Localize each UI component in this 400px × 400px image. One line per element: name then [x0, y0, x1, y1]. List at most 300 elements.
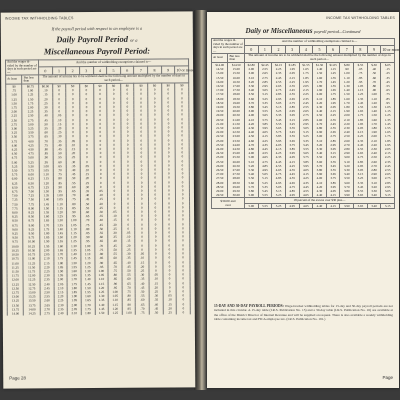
tax-cell: 0	[175, 125, 189, 129]
at-least-cell: 11.00	[7, 261, 23, 265]
tax-cell: 1.75	[381, 134, 395, 138]
tax-cell: 0	[93, 105, 107, 109]
tax-cell: .10	[80, 168, 94, 172]
tax-cell: 3.15	[326, 151, 340, 155]
tax-cell: 0	[148, 189, 162, 193]
right-page	[207, 12, 399, 388]
tax-cell: .50	[122, 269, 136, 273]
tax-cell: 3.30	[340, 168, 354, 172]
tax-cell: 3.35	[272, 113, 286, 117]
tax-cell: .40	[80, 193, 94, 197]
tax-cell: 2.75	[258, 76, 272, 80]
tax-cell: .65	[354, 67, 368, 71]
tax-cell: 1.75	[354, 113, 368, 117]
tax-cell: $0	[80, 83, 94, 88]
tax-cell: 3.10	[313, 139, 327, 143]
tax-cell: 1.50	[67, 261, 81, 265]
tax-cell: 2.40	[54, 311, 68, 315]
tax-cell: .30	[53, 135, 67, 139]
tax-cell: 0	[134, 92, 148, 96]
less-than-cell: 18.50	[228, 97, 244, 101]
over-row-cell: 5.25	[272, 203, 286, 208]
tax-cell: 3.65	[299, 151, 313, 155]
tax-cell: .30	[66, 160, 80, 164]
left-withholding-table	[5, 58, 195, 316]
tax-cell: 1.55	[40, 210, 54, 214]
tax-cell: 0	[134, 138, 148, 142]
tax-cell: .60	[94, 235, 108, 239]
tax-cell: 1.45	[381, 122, 395, 126]
tax-cell: 0	[176, 218, 190, 222]
tax-cell: 2.20	[340, 122, 354, 126]
tax-cell: 0	[162, 235, 176, 239]
tax-cell: 1.80	[313, 84, 327, 88]
tax-cell: .70	[39, 139, 53, 143]
tax-cell: 0	[80, 88, 94, 92]
tax-cell: 1.25	[53, 214, 67, 218]
tax-cell: 0	[163, 285, 177, 289]
tax-cell: .70	[367, 80, 381, 84]
right-exemption-col-0: 0	[244, 46, 258, 54]
tax-cell: 3.65	[258, 113, 272, 117]
tax-cell: .05	[80, 164, 94, 168]
left-exemption-col-0: 0	[39, 67, 53, 75]
tax-cell: 3.25	[272, 109, 286, 113]
tax-cell: 3.55	[272, 122, 286, 126]
tax-cell: 1.10	[39, 173, 53, 177]
tax-cell: 0	[134, 121, 148, 125]
tax-cell: 0	[135, 172, 149, 176]
tax-cell: 0	[121, 96, 135, 100]
tax-cell: 2.50	[340, 134, 354, 138]
tax-cell: 0	[148, 130, 162, 134]
tax-cell: 0	[148, 88, 162, 92]
tax-cell: 2.65	[40, 303, 54, 307]
tax-cell: 1.85	[354, 118, 368, 122]
tax-cell: 3.45	[299, 143, 313, 147]
tax-cell: 3.45	[258, 105, 272, 109]
tax-cell: 3.65	[354, 193, 368, 198]
tax-cell: 4.50	[244, 134, 258, 138]
tax-cell: 2.80	[367, 168, 381, 172]
tax-cell: .05	[66, 139, 80, 143]
tax-cell: 4.35	[299, 181, 313, 185]
tax-cell: 0	[176, 214, 190, 218]
tax-cell: 1.50	[53, 235, 67, 239]
tax-cell: .65	[381, 88, 395, 92]
tax-cell: 0	[80, 97, 94, 101]
tax-cell: 2.15	[54, 290, 68, 294]
right-footnote-body: Wage-bracket withholding tables for 15-day and 30-day payroll periods are not included in this circular. A 15-day table (I.R.S. Publication No. 15) and a 30-day table (I.R.S. Publication No. 16) are available at the office of the District Director of Internal Revenue and will be supplied on request. There is also available a weekly withholding table containing income tax and FICA employee tax. (I.R.S. Publication No. 191.)	[214, 304, 393, 321]
over-row-cell: 5.90	[244, 203, 258, 208]
at-least-cell: 17.50	[212, 92, 228, 96]
tax-cell: 5.45	[258, 189, 272, 193]
tax-cell: .15	[80, 172, 94, 176]
tax-cell: 1.80	[67, 286, 81, 290]
at-least-cell: 1.25	[6, 97, 22, 101]
tax-cell: 0	[177, 298, 191, 302]
less-than-cell: 1.75	[22, 101, 38, 105]
tax-cell: 1.15	[381, 109, 395, 113]
tax-cell: .40	[149, 302, 163, 306]
tax-cell: 0	[135, 222, 149, 226]
tax-cell: 1.85	[326, 97, 340, 101]
less-than-cell: 25.00	[228, 151, 244, 155]
tax-cell: 4.15	[272, 147, 286, 151]
tax-cell: 0	[121, 227, 135, 231]
tax-cell: 0	[163, 264, 177, 268]
tax-cell: .25	[149, 289, 163, 293]
tax-cell: 0	[176, 167, 190, 171]
at-least-cell: 4.50	[6, 152, 22, 156]
tax-cell: .35	[149, 298, 163, 302]
tax-cell: 5.30	[244, 168, 258, 172]
at-least-cell: 15.00	[212, 71, 228, 75]
tax-cell: 0	[176, 151, 190, 155]
right-exemption-col-10: 10 or more	[381, 46, 395, 54]
tax-cell: 0	[176, 235, 190, 239]
tax-cell: 4.45	[285, 172, 299, 176]
tax-cell: 1.85	[40, 236, 54, 240]
tax-cell: .20	[108, 223, 122, 227]
less-than-cell: 1.50	[22, 97, 38, 101]
tax-cell: 4.65	[272, 168, 286, 172]
tax-cell: 0	[176, 176, 190, 180]
tax-cell: 0	[80, 139, 94, 143]
tax-cell: 3.60	[244, 97, 258, 101]
tax-cell: 0	[121, 193, 135, 197]
tax-cell: 0	[121, 138, 135, 142]
tax-cell: .40	[135, 281, 149, 285]
tax-cell: .15	[163, 302, 177, 306]
tax-cell: 1.35	[53, 223, 67, 227]
at-least-cell: 27.00	[212, 172, 228, 176]
tax-cell: 2.95	[326, 143, 340, 147]
less-than-cell: 6.75	[23, 185, 39, 189]
tax-cell: 3.65	[326, 172, 340, 176]
tax-cell: .20	[80, 176, 94, 180]
tax-cell: .10	[53, 118, 67, 122]
tax-cell: $.80	[340, 62, 354, 67]
tax-cell: 4.45	[299, 185, 313, 189]
tax-cell: .90	[340, 67, 354, 71]
tax-cell: 1.30	[81, 269, 95, 273]
tax-cell: 1.05	[39, 168, 53, 172]
tax-cell: 1.40	[367, 109, 381, 113]
tax-cell: 0	[135, 189, 149, 193]
tax-cell: 2.95	[258, 84, 272, 88]
tax-cell: 0	[107, 101, 121, 105]
less-than-cell: 2.00	[22, 105, 38, 109]
tax-cell: .75	[381, 92, 395, 96]
tax-cell: 0	[121, 214, 135, 218]
at-least-cell: 9.50	[7, 236, 23, 240]
tax-cell: .25	[135, 269, 149, 273]
tax-cell: $1.30	[313, 62, 327, 67]
tax-cell: 0	[121, 185, 135, 189]
tax-cell: 1.55	[81, 290, 95, 294]
tax-cell: .20	[163, 306, 177, 310]
less-than-cell: 6.25	[23, 177, 39, 181]
less-than-cell: 10.75	[23, 253, 39, 257]
tax-cell: 4.85	[272, 176, 286, 180]
tax-cell: 0	[80, 105, 94, 109]
tax-cell: 1.85	[67, 290, 81, 294]
tax-cell: 2.15	[381, 151, 395, 155]
tax-cell: 2.30	[40, 273, 54, 277]
right-percent-text: 18 percent of the excess over $30 plus—	[244, 198, 394, 203]
tax-cell: 1.00	[81, 244, 95, 248]
tax-cell: 0	[149, 235, 163, 239]
right-exemption-col-6: 6	[326, 46, 340, 54]
tax-cell: .25	[381, 71, 395, 75]
less-than-cell: 22.00	[228, 126, 244, 130]
tax-cell: 3.95	[285, 151, 299, 155]
less-than-cell: 7.50	[23, 198, 39, 202]
at-least-cell: 1.75	[6, 106, 22, 110]
tax-cell: 0	[121, 113, 135, 117]
tax-cell: 0	[94, 143, 108, 147]
tax-cell: 0	[135, 184, 149, 188]
tax-cell: 0	[80, 160, 94, 164]
tax-cell: 4.25	[258, 139, 272, 143]
less-than-cell: 13.50	[24, 299, 40, 303]
tax-cell: 0	[135, 227, 149, 231]
tax-cell: .85	[122, 298, 136, 302]
tax-cell: 0	[134, 96, 148, 100]
less-than-cell: 4.50	[23, 147, 39, 151]
tax-cell: 0	[93, 118, 107, 122]
tax-cell: 0	[162, 163, 176, 167]
at-least-cell: 11.50	[7, 269, 23, 273]
tax-cell: .25	[39, 101, 53, 105]
tax-cell: 3.00	[244, 71, 258, 75]
less-than-cell: 27.50	[228, 172, 244, 176]
tax-cell: 2.85	[272, 92, 286, 96]
tax-cell: .90	[108, 281, 122, 285]
tax-cell: 1.20	[81, 261, 95, 265]
tax-cell: 0	[176, 193, 190, 197]
at-least-cell: 1.50	[6, 101, 22, 105]
at-least-cell: 8.25	[7, 215, 23, 219]
tax-cell: 0	[148, 109, 162, 113]
tax-cell: 1.10	[108, 298, 122, 302]
tax-cell: 3.95	[299, 164, 313, 168]
tax-cell: 2.55	[272, 80, 286, 84]
less-than-cell: 2.50	[22, 114, 38, 118]
tax-cell: 0	[135, 201, 149, 205]
at-least-cell: 27.50	[212, 176, 228, 180]
tax-cell: 0	[176, 222, 190, 226]
tax-cell: 1.35	[381, 118, 395, 122]
tax-cell: 3.20	[340, 164, 354, 168]
tax-cell: .40	[39, 114, 53, 118]
tax-cell: 0	[135, 248, 149, 252]
tax-cell: 1.35	[81, 273, 95, 277]
tax-cell: 1.25	[67, 240, 81, 244]
right-exemption-col-2: 2	[272, 46, 286, 54]
tax-cell: .85	[81, 231, 95, 235]
tax-cell: .10	[39, 88, 53, 92]
tax-cell: 4.65	[299, 193, 313, 198]
tax-cell: 2.10	[367, 139, 381, 143]
tax-cell: 5.25	[258, 181, 272, 185]
tax-cell: 4.25	[285, 164, 299, 168]
tax-cell: 1.05	[53, 198, 67, 202]
tax-cell: 1.90	[67, 294, 81, 298]
tax-cell: 0	[107, 109, 121, 113]
tax-cell: .15	[53, 122, 67, 126]
tax-cell: 0	[175, 146, 189, 150]
tax-cell: .95	[53, 189, 67, 193]
over-row-cell: 3.90	[340, 203, 354, 208]
tax-cell: 4.30	[244, 126, 258, 130]
tax-cell: 2.00	[54, 278, 68, 282]
tax-cell: 0	[93, 101, 107, 105]
tax-cell: $2.80	[244, 62, 258, 67]
tax-cell: 1.70	[81, 303, 95, 307]
tax-cell: 2.10	[54, 286, 68, 290]
less-than-cell: 30.00	[228, 193, 244, 198]
tax-cell: 0	[148, 163, 162, 167]
tax-cell: 2.65	[299, 109, 313, 113]
tax-cell: .25	[94, 206, 108, 210]
at-least-cell: 17.00	[212, 88, 228, 92]
tax-cell: .90	[67, 210, 81, 214]
tax-cell: 5.05	[272, 185, 286, 189]
tax-cell: 0	[107, 151, 121, 155]
tax-cell: .65	[94, 239, 108, 243]
less-than-cell: 14.25	[24, 311, 40, 315]
over-row-cell: 4.15	[326, 203, 340, 208]
tax-cell: .85	[108, 277, 122, 281]
tax-cell: 0	[121, 218, 135, 222]
tax-cell: 0	[176, 180, 190, 184]
tax-cell: 2.35	[285, 84, 299, 88]
tax-cell: 1.40	[340, 88, 354, 92]
tax-cell: 1.10	[53, 202, 67, 206]
tax-cell: .60	[108, 256, 122, 260]
tax-cell: 0	[52, 101, 66, 105]
at-least-cell: 12.25	[7, 282, 23, 286]
tax-cell: 3.20	[367, 185, 381, 189]
tax-cell: 3.55	[354, 189, 368, 193]
tax-cell: 1.45	[81, 282, 95, 286]
tax-cell: 3.00	[340, 155, 354, 159]
tax-cell: 2.85	[354, 160, 368, 164]
tax-cell: 2.70	[313, 122, 327, 126]
at-least-cell: .75	[6, 89, 22, 93]
tax-cell: 3.90	[244, 109, 258, 113]
tax-cell: 1.00	[122, 311, 136, 315]
tax-cell: .50	[39, 122, 53, 126]
tax-cell: $1.85	[285, 62, 299, 67]
tax-cell: 0	[148, 159, 162, 163]
tax-cell: 2.10	[313, 97, 327, 101]
tax-cell: 3.75	[272, 130, 286, 134]
tax-cell: 2.20	[367, 143, 381, 147]
less-than-cell: 26.00	[228, 160, 244, 164]
tax-cell: 2.90	[367, 172, 381, 176]
tax-cell: $0	[66, 84, 80, 89]
tax-cell: 0	[80, 109, 94, 113]
tax-cell: 3.60	[313, 160, 327, 164]
tax-cell: .30	[122, 252, 136, 256]
tax-cell: 1.80	[367, 126, 381, 130]
tax-cell: 0	[163, 252, 177, 256]
tax-cell: 0	[80, 118, 94, 122]
tax-cell: 2.30	[54, 303, 68, 307]
tax-cell: 0	[162, 184, 176, 188]
tax-cell: 0	[162, 239, 176, 243]
tax-cell: 3.50	[244, 92, 258, 96]
tax-cell: 0	[149, 218, 163, 222]
tax-cell: 0	[121, 168, 135, 172]
tax-cell: 0	[149, 205, 163, 209]
tax-cell: 4.70	[244, 143, 258, 147]
tax-cell: 0	[163, 260, 177, 264]
tax-cell: 0	[107, 168, 121, 172]
tax-cell: 5.25	[272, 193, 286, 198]
tax-cell: 0	[163, 243, 177, 247]
tax-cell: 3.25	[258, 97, 272, 101]
tax-cell: 0	[148, 142, 162, 146]
at-least-cell: 28.00	[212, 181, 228, 185]
at-least-cell: 23.50	[212, 143, 228, 147]
tax-cell: 0	[176, 163, 190, 167]
at-least-cell: 2.00	[6, 110, 22, 114]
tax-cell: 3.35	[354, 181, 368, 185]
tax-cell: 0	[176, 285, 190, 289]
at-least-cell: 12.75	[7, 290, 23, 294]
at-least-cell: 23.00	[212, 139, 228, 143]
tax-cell: $2.15	[272, 62, 286, 67]
tax-cell: 3.35	[299, 139, 313, 143]
tax-cell: 0	[66, 101, 80, 105]
tax-cell: 0	[108, 193, 122, 197]
tax-cell: 2.05	[67, 307, 81, 311]
tax-cell: 0	[66, 109, 80, 113]
at-least-cell: 3.00	[6, 127, 22, 131]
tax-cell: 4.20	[313, 185, 327, 189]
at-least-cell: 3.25	[6, 131, 22, 135]
tax-cell: 1.45	[326, 80, 340, 84]
tax-cell: .75	[39, 143, 53, 147]
tax-cell: $.05	[381, 62, 395, 67]
tax-cell: $2.45	[258, 62, 272, 67]
tax-cell: 2.55	[326, 126, 340, 130]
tax-cell: 2.25	[285, 80, 299, 84]
tax-cell: 0	[148, 121, 162, 125]
tax-cell: 0	[66, 93, 80, 97]
tax-cell: .95	[81, 240, 95, 244]
tax-cell: 1.90	[313, 88, 327, 92]
tax-cell: 0	[107, 143, 121, 147]
tax-cell: 3.05	[326, 147, 340, 151]
tax-cell: 0	[80, 143, 94, 147]
tax-cell: 0	[161, 96, 175, 100]
left-exemption-col-8: 8	[148, 66, 162, 74]
tax-cell: 0	[163, 289, 177, 293]
at-least-cell: 25.00	[212, 155, 228, 159]
tax-cell: 0	[108, 185, 122, 189]
tax-cell: 0	[148, 96, 162, 100]
tax-cell: 0	[121, 172, 135, 176]
tax-cell: 1.25	[39, 185, 53, 189]
tax-cell: $0	[148, 83, 162, 88]
tax-cell: 2.35	[354, 139, 368, 143]
tax-cell: 0	[121, 189, 135, 193]
